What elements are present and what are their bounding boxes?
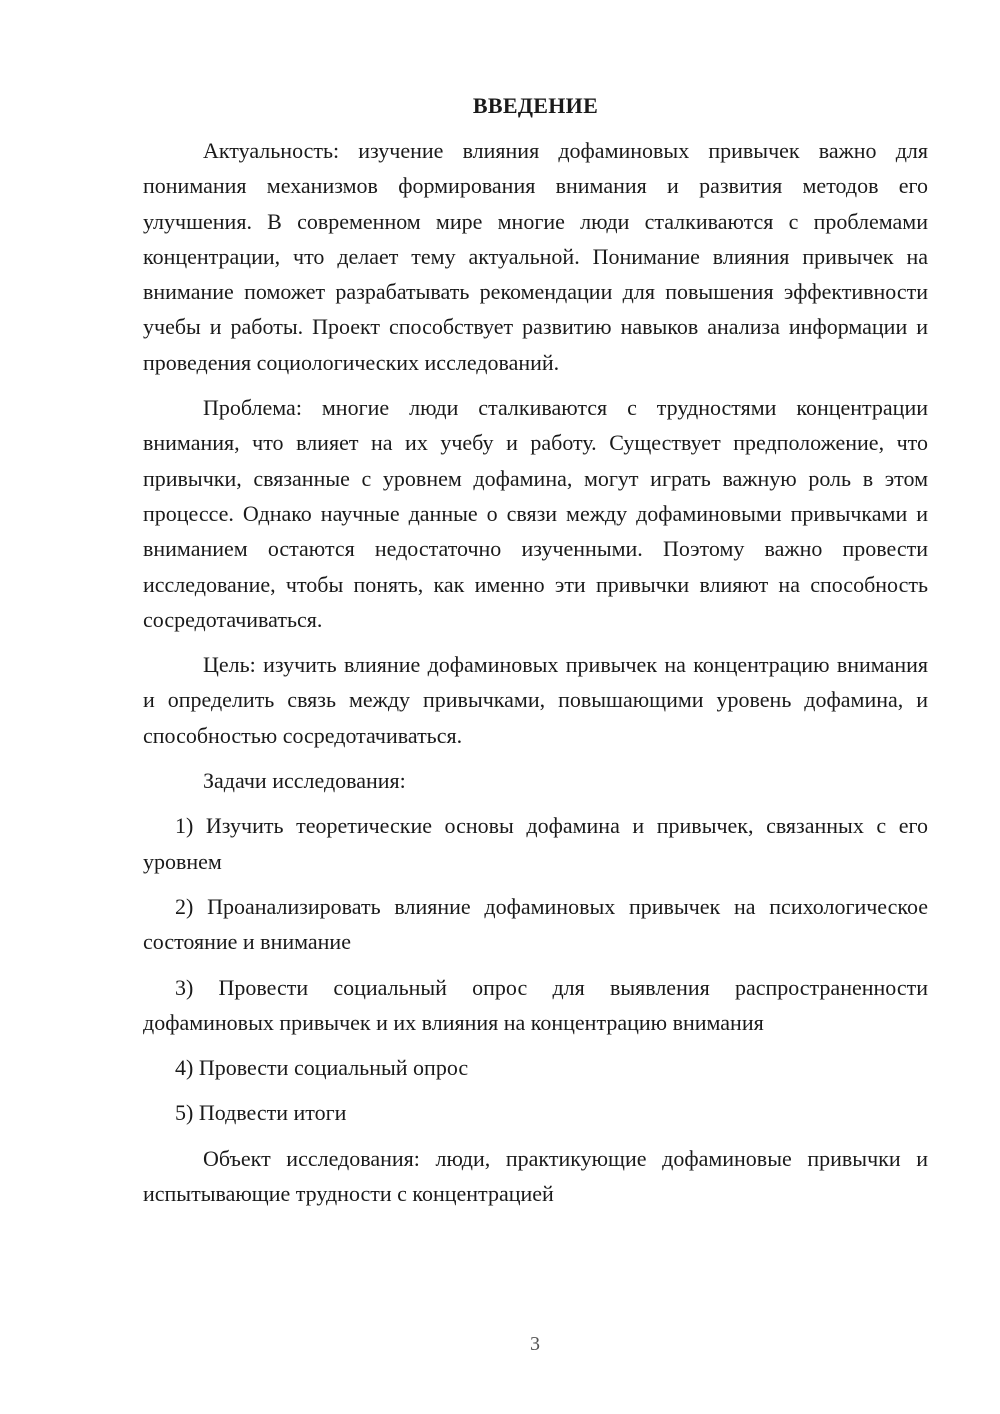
problem-paragraph: Проблема: многие люди сталкиваются с трудностями концентрации внимания, что влияет на их учебу и работу. Существует предположение, что привычки, связанные с уровнем дофамина, могут играть важную роль в этом процессе. Однако научные данные о связи между дофаминовыми привычками и вниманием остаются недостаточно изученными. Поэтому важно провести исследование, чтобы понять, как именно эти привычки влияют на способность сосредотачиваться.: [143, 395, 928, 632]
task-item-3: 3) Провести социальный опрос для выявления распространенности дофаминовых привычек и их влияния на концентрацию внимания: [143, 974, 928, 1035]
page-number: 3: [530, 1333, 540, 1355]
goal-paragraph: Цель: изучить влияние дофаминовых привычек на концентрацию внимания и определить связь между привычками, повышающими уровень дофамина, и способностью сосредотачиваться.: [143, 652, 928, 748]
section-heading: ВВЕДЕНИЕ: [472, 93, 599, 118]
task-item-2: 2) Проанализировать влияние дофаминовых привычек на психологическое состояние и внимание: [143, 893, 928, 955]
object-paragraph: Объект исследования: люди, практикующие дофаминовые привычки и испытывающие трудности с концентрацией: [143, 1145, 928, 1207]
document-page: [143, 88, 928, 1221]
task-item-1: 1) Изучить теоретические основы дофамина и привычек, связанных с его уровнем: [143, 813, 928, 874]
task-item-5: 5) Подвести итоги: [175, 1100, 347, 1126]
tasks-heading: Задачи исследования:: [203, 768, 406, 794]
relevance-paragraph: Актуальность: изучение влияния дофаминовых привычек важно для понимания механизмов формирования внимания и развития методов его улучшения. В современном мире многие люди сталкиваются с проблемами концентрации, что делает тему актуальной. Понимание влияния привычек на внимание поможет разрабатывать рекомендации для повышения эффективности учебы и работы. Проект способствует развитию навыков анализа информации и проведения социологических исследований.: [143, 138, 928, 375]
task-item-4: 4) Провести социальный опрос: [175, 1055, 469, 1081]
